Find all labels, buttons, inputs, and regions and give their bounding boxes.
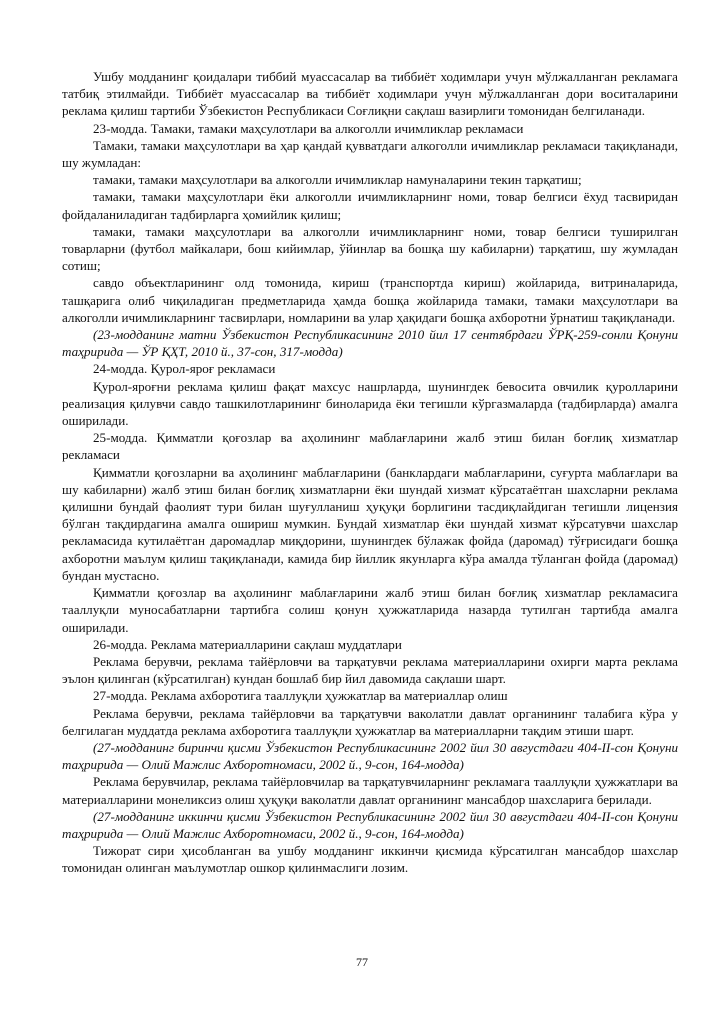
list-item: тамаки, тамаки маҳсулотлари ёки алкоголли ичимликларнинг номи, товар белгиси ёхуд тасвиридан фойдаланиладиган тадбирларга ҳомийлик қилиш; [62, 189, 678, 222]
paragraph: Ушбу модданинг қоидалари тиббий муассасалар ва тиббиёт ходимлари учун мўлжалланган рекламага татбиқ этилмайди. Тиббиёт муассасалар ва тиббиёт ходимлари учун мўлжалланган дори воситаларини реклама қилиш тартиби Ўзбекистон Республикаси Соғлиқни сақлаш вазирлиги томонидан белгиланади. [62, 69, 678, 119]
paragraph: Тамаки, тамаки маҳсулотлари ва ҳар қандай қувватдаги алкоголли ичимликлар рекламаси тақиқланади, шу жумладан: [62, 137, 678, 171]
amendment-note: (27-модданинг иккинчи қисми Ўзбекистон Республикасининг 2002 йил 30 августдаги 404-II-сон Қонуни таҳририда — Олий Мажлис Ахборотномаси, 2002 й., 9-сон, 164-модда) [62, 808, 678, 841]
paragraph: Реклама берувчилар, реклама тайёрловчилар ва тарқатувчиларнинг рекламага тааллуқли ҳужжатлари ва материалларини монеликсиз олиш ҳуқуқи ваколатли давлат органининг мансабдор шахсларига берилади. [62, 774, 678, 807]
article-heading: 26-модда. Реклама материалларини сақлаш муддатлари [93, 636, 402, 652]
article-heading: 25-модда. Қимматли қоғозлар ва аҳолининг маблағларини жалб этиш билан боғлиқ хизматлар рекламаси [62, 430, 678, 463]
document-body [62, 68, 678, 877]
paragraph: Реклама берувчи, реклама тайёрловчи ва тарқатувчи реклама материалларини охирги марта реклама эълон қилинган (кўрсатилган) кундан бошлаб бир йил давомида сақлаши шарт. [62, 653, 678, 687]
list-item: тамаки, тамаки маҳсулотлари ва алкоголли ичимликларнинг номи, товар белгиси туширилган товарларни (футбол майкалари, бош кийимлар, ўйинлар ва бошқа шу кабиларни) тарқатиш, шу жумладан сотиш; [62, 223, 678, 274]
paragraph: Қимматли қоғозларни ва аҳолининг маблағларини (банклардаги маблағларини, суғурта маблағлари ва шу кабиларни) жалб этиш билан боғлиқ хизматларни ёки шундай хизмат кўрсатаётган шахсларни реклама қилишни бундай фаолият тури билан шуғулланиш ҳуқуқи борлигини тасдиқлайдиган тегишли лицензия бўлган тақдирдагина амалга ошириш мумкин. Бундай хизматлар ёки шундай хизмат кўрсатувчи шахслар рекламасида кутилаётган даромадлар миқдорини, шунингдек бўлажак фойда (даромад) тўғрисидаги бошқа ахборотни маълум қилиш тақиқланади, камида бир йиллик якунларга кўра амалда тўланган фойда (даромад) бундан мустасно. [62, 464, 678, 583]
paragraph: Тижорат сири ҳисобланган ва ушбу модданинг иккинчи қисмида кўрсатилган мансабдор шахслар томонидан олинган маълумотлар ошкор қилинмаслиги лозим. [62, 843, 678, 876]
article-heading: 24-модда. Қурол-яроғ рекламаси [93, 361, 276, 377]
paragraph: Реклама берувчи, реклама тайёрловчи ва тарқатувчи ваколатли давлат органининг талабига кўра у белгилаган муддатда реклама ахборотига тааллуқли ҳужжатлар ва материалларни тақдим этиши шарт. [62, 705, 678, 738]
page-number: 77 [356, 955, 368, 969]
amendment-note: (23-модданинг матни Ўзбекистон Республикасининг 2010 йил 17 сентябрдаги ЎРҚ-259-сонли Қонуни таҳририда — ЎР ҚҲТ, 2010 й., 37-сон, 317-модда) [62, 327, 678, 360]
paragraph: Қурол-яроғни реклама қилиш фақат махсус нашрларда, шунингдек бевосита овчилик қуролларини реализация қилувчи савдо ташкилотларининг биноларида ёки тегишли кўргазмаларда (тадбирларда) амалга оширилади. [62, 378, 678, 429]
list-item: савдо объектларининг олд томонида, кириш (транспортда кириш) жойларида, витриналарида, ташқарига олиб чиқиладиган предметларида ҳамда бошқа жойларида тамаки, тамаки маҳсулотлари ва алкоголли ичимликларнинг тасвирлари, номларини ва улар ҳақидаги бошқа ахборотни ўрнатиш тақиқланади. [62, 275, 678, 325]
article-heading: 23-модда. Тамаки, тамаки маҳсулотлари ва алкоголли ичимликлар рекламаси [93, 120, 524, 136]
article-heading: 27-модда. Реклама ахборотига тааллуқли ҳужжатлар ва материаллар олиш [93, 688, 508, 704]
amendment-note: (27-модданинг биринчи қисми Ўзбекистон Республикасининг 2002 йил 30 августдаги 404-II-сон Қонуни таҳририда — Олий Мажлис Ахборотномаси, 2002 й., 9-сон, 164-модда) [62, 739, 678, 773]
paragraph: Қимматли қоғозлар ва аҳолининг маблағларини жалб этиш билан боғлиқ хизматлар рекламасига тааллуқли муносабатларни тартибга солиш қонун ҳужжатларида назарда тутилган тартибда амалга оширилади. [62, 585, 678, 635]
list-item: тамаки, тамаки маҳсулотлари ва алкоголли ичимликлар намуналарини текин тарқатиш; [93, 172, 582, 188]
